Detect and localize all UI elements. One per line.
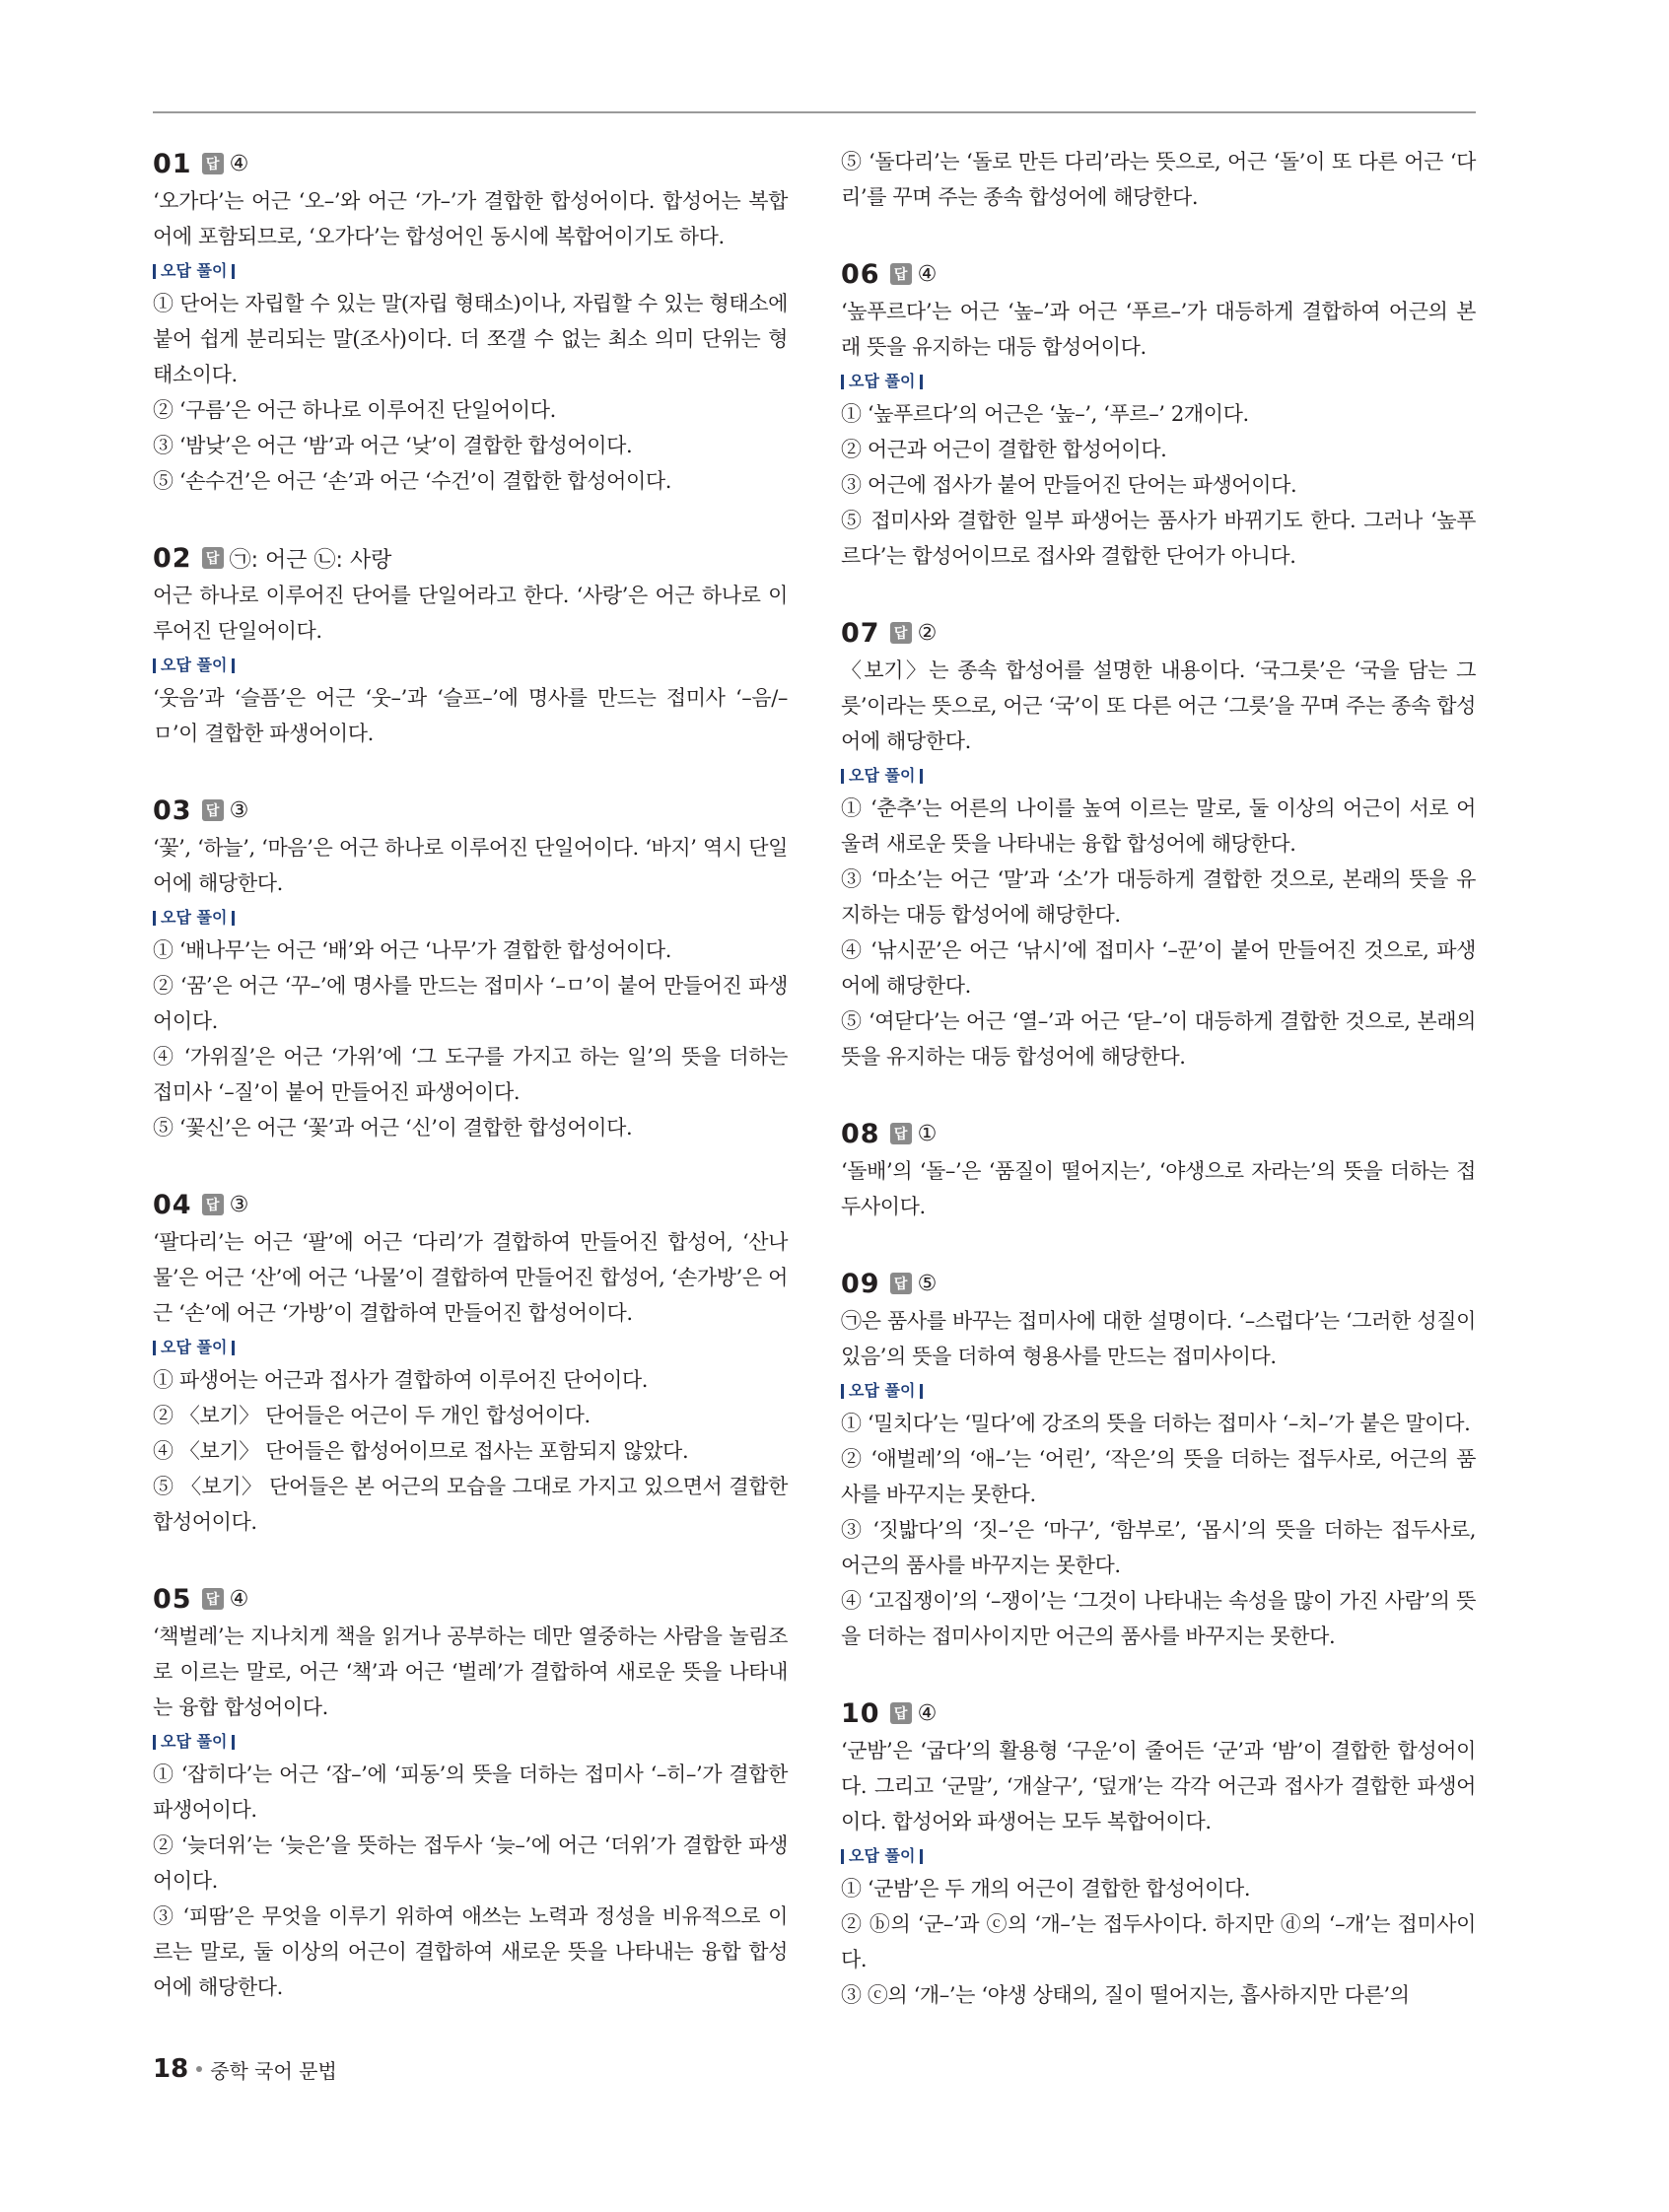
question-number: 05 xyxy=(153,1583,192,1615)
explanation-text: ‘높푸르다’는 어근 ‘높–’과 어근 ‘푸르–’가 대등하게 결합하여 어근의 본래 뜻을 유지하는 대등 합성어이다. xyxy=(841,300,1476,359)
page-footer xyxy=(153,2054,337,2084)
question-header xyxy=(153,144,788,183)
question-number: 03 xyxy=(153,795,192,826)
label-bar-left xyxy=(153,264,156,279)
question-10 xyxy=(841,1694,1476,2013)
question-number: 02 xyxy=(153,542,192,574)
question-04 xyxy=(153,1185,788,1540)
question-08 xyxy=(841,1114,1476,1224)
answer-badge: 답 xyxy=(890,1123,912,1144)
footer-dot xyxy=(196,2066,202,2072)
question-header xyxy=(153,791,788,830)
wrong-answer-label-text: 오답 풀이 xyxy=(849,372,916,390)
note-item: ① ‘잡히다’는 어근 ‘잡–’에 ‘피동’의 뜻을 더하는 접미사 ‘–히–’가 결합한 파생어이다. xyxy=(153,1763,788,1822)
explanation-text: 어근 하나로 이루어진 단어를 단일어라고 한다. ‘사랑’은 어근 하나로 이루어진 단일어이다. xyxy=(153,584,788,643)
question-02 xyxy=(153,538,788,751)
label-bar-left xyxy=(153,658,156,673)
note-item: ② ‘늦더위’는 ‘늦은’을 뜻하는 접두사 ‘늦–’에 어근 ‘더위’가 결합한 파생어이다. xyxy=(153,1833,788,1893)
explanation-text: ‘팔다리’는 어근 ‘팔’에 어근 ‘다리’가 결합하여 만들어진 합성어, ‘산나물’은 어근 ‘산’에 어근 ‘나물’이 결합하여 만들어진 합성어, ‘손가방’은 어근 ‘손’에 어근 ‘가방’이 결합하여 만들어진 합성어이다. xyxy=(153,1230,788,1325)
note-item: ① ‘밀치다’는 ‘밀다’에 강조의 뜻을 더하는 접미사 ‘–치–’가 붙은 말이다. xyxy=(841,1412,1471,1435)
question-header xyxy=(841,1264,1476,1303)
label-bar-right xyxy=(232,911,235,926)
question-header xyxy=(841,1114,1476,1153)
label-bar-right xyxy=(920,1849,923,1864)
explanation-text: ‘오가다’는 어근 ‘오–’와 어근 ‘가–’가 결합한 합성어이다. 합성어는 복합어에 포함되므로, ‘오가다’는 합성어인 동시에 복합어이기도 하다. xyxy=(153,189,788,248)
answer-value: ③ xyxy=(229,797,249,823)
question-number: 04 xyxy=(153,1189,192,1220)
label-bar-left xyxy=(153,1735,156,1750)
note-item: ③ ⓒ의 ‘개–’는 ‘야생 상태의, 질이 떨어지는, 흡사하지만 다른’의 xyxy=(841,1983,1410,2007)
label-bar-right xyxy=(920,375,923,389)
wrong-answer-label-text: 오답 풀이 xyxy=(849,766,916,785)
note-item: ① ‘춘추’는 어른의 나이를 높여 이르는 말로, 둘 이상의 어근이 서로 어울려 새로운 뜻을 나타내는 융합 합성어에 해당한다. xyxy=(841,796,1476,856)
answer-value: ① xyxy=(917,1121,938,1146)
answer-value: ④ xyxy=(229,151,249,176)
question-07 xyxy=(841,613,1476,1074)
explanation-text: 〈보기〉는 종속 합성어를 설명한 내용이다. ‘국그릇’은 ‘국을 담는 그릇’이라는 뜻으로, 어근 ‘국’이 또 다른 어근 ‘그릇’을 꾸며 주는 종속 합성어에 해당한다. xyxy=(841,658,1476,753)
answer-value: ④ xyxy=(917,261,938,287)
wrong-answer-label xyxy=(153,256,788,286)
note-item: ① ‘배나무’는 어근 ‘배’와 어근 ‘나무’가 결합한 합성어이다. xyxy=(153,938,672,962)
wrong-answer-label-text: 오답 풀이 xyxy=(849,1846,916,1865)
label-bar-left xyxy=(153,1341,156,1355)
note-item: ④ ‘낚시꾼’은 어근 ‘낚시’에 접미사 ‘–꾼’이 붙어 만들어진 것으로, 파생어에 해당한다. xyxy=(841,938,1476,998)
note-item: ② ‘구름’은 어근 하나로 이루어진 단일어이다. xyxy=(153,398,556,422)
question-header xyxy=(153,538,788,578)
question-header xyxy=(841,254,1476,294)
note-item: ⑤ 〈보기〉 단어들은 본 어근의 모습을 그대로 가지고 있으면서 결합한 합성어이다. xyxy=(153,1475,788,1534)
note-item: ① ‘높푸르다’의 어근은 ‘높–’, ‘푸르–’ 2개이다. xyxy=(841,402,1249,426)
label-bar-left xyxy=(841,769,844,784)
note-item: ③ ‘밤낮’은 어근 ‘밤’과 어근 ‘낮’이 결합한 합성어이다. xyxy=(153,434,633,457)
wrong-answer-label xyxy=(153,1727,788,1757)
note-item: ② ‘꿈’은 어근 ‘꾸–’에 명사를 만드는 접미사 ‘–ㅁ’이 붙어 만들어진 파생어이다. xyxy=(153,974,788,1033)
wrong-answer-label-text: 오답 풀이 xyxy=(849,1381,916,1400)
explanation-text: ‘돌배’의 ‘돌–’은 ‘품질이 떨어지는’, ‘야생으로 자라는’의 뜻을 더하는 접두사이다. xyxy=(841,1159,1476,1218)
question-header xyxy=(153,1185,788,1224)
question-header xyxy=(841,1694,1476,1733)
answer-badge: 답 xyxy=(202,547,224,569)
answer-value: ④ xyxy=(917,1700,938,1726)
label-bar-right xyxy=(232,658,235,673)
book-title: 중학 국어 문법 xyxy=(210,2058,337,2083)
wrong-answer-label xyxy=(153,903,788,933)
right-column xyxy=(841,144,1476,2052)
note-item: ④ ‘가위질’은 어근 ‘가위’에 ‘그 도구를 가지고 하는 일’의 뜻을 더하는 접미사 ‘–질’이 붙어 만들어진 파생어이다. xyxy=(153,1045,788,1104)
label-bar-right xyxy=(920,769,923,784)
note-item: ③ ‘짓밟다’의 ‘짓–’은 ‘마구’, ‘함부로’, ‘몹시’의 뜻을 더하는 접두사로, 어근의 품사를 바꾸지는 못한다. xyxy=(841,1518,1476,1577)
label-bar-right xyxy=(920,1384,923,1399)
answer-badge: 답 xyxy=(202,1194,224,1215)
answer-value: ⑤ xyxy=(917,1271,938,1296)
note-item: ‘웃음’과 ‘슬픔’은 어근 ‘웃–’과 ‘슬프–’에 명사를 만드는 접미사 ‘–음/–ㅁ’이 결합한 파생어이다. xyxy=(153,686,788,745)
explanation-text: ‘군밤’은 ‘굽다’의 활용형 ‘구운’이 줄어든 ‘군’과 ‘밤’이 결합한 합성어이다. 그리고 ‘군말’, ‘개살구’, ‘덮개’는 각각 어근과 접사가 결합한 파생어이다. 합성어와 파생어는 모두 복합어이다. xyxy=(841,1739,1476,1833)
answer-badge: 답 xyxy=(890,1702,912,1724)
answer-value: ② xyxy=(917,620,938,646)
note-item: ① ‘군밤’은 두 개의 어근이 결합한 합성어이다. xyxy=(841,1877,1251,1901)
note-item: ③ ‘피땀’은 무엇을 이루기 위하여 애쓰는 노력과 정성을 비유적으로 이르는 말로, 둘 이상의 어근이 결합하여 새로운 뜻을 나타내는 융합 합성어에 해당한다. xyxy=(153,1904,788,1999)
question-03 xyxy=(153,791,788,1145)
answer-badge: 답 xyxy=(890,622,912,644)
wrong-answer-label-text: 오답 풀이 xyxy=(161,908,228,927)
question-05 xyxy=(153,1579,788,2005)
note-item: ② 어근과 어근이 결합한 합성어이다. xyxy=(841,438,1167,461)
note-item: ② ⓑ의 ‘군–’과 ⓒ의 ‘개–’는 접두사이다. 하지만 ⓓ의 ‘–개’는 접미사이다. xyxy=(841,1912,1476,1971)
question-number: 07 xyxy=(841,617,880,649)
answer-badge: 답 xyxy=(202,1588,224,1610)
header-rule xyxy=(153,111,1476,113)
note-item: ⑤ ‘손수건’은 어근 ‘손’과 어근 ‘수건’이 결합한 합성어이다. xyxy=(153,469,672,493)
question-number: 08 xyxy=(841,1118,880,1149)
explanation-text: ‘꽃’, ‘하늘’, ‘마음’은 어근 하나로 이루어진 단일어이다. ‘바지’ 역시 단일어에 해당한다. xyxy=(153,836,788,895)
continuation-text: ⑤ ‘돌다리’는 ‘돌로 만든 다리’라는 뜻으로, 어근 ‘돌’이 또 다른 어근 ‘다리’를 꾸며 주는 종속 합성어에 해당한다. xyxy=(841,150,1476,209)
wrong-answer-label xyxy=(841,1841,1476,1871)
note-item: ⑤ 접미사와 결합한 일부 파생어는 품사가 바뀌기도 한다. 그러나 ‘높푸르다’는 합성어이므로 접사와 결합한 단어가 아니다. xyxy=(841,509,1476,568)
question-number: 01 xyxy=(153,148,192,179)
wrong-answer-label xyxy=(153,651,788,680)
answer-value: ③ xyxy=(229,1192,249,1217)
question-header xyxy=(153,1579,788,1619)
answer-value: ㉠: 어근 ㉡: 사랑 xyxy=(229,547,392,573)
question-01 xyxy=(153,144,788,499)
question-number: 09 xyxy=(841,1268,880,1299)
question-06 xyxy=(841,254,1476,574)
note-item: ⑤ ‘여닫다’는 어근 ‘열–’과 어근 ‘닫–’이 대등하게 결합한 것으로, 본래의 뜻을 유지하는 대등 합성어에 해당한다. xyxy=(841,1009,1476,1069)
wrong-answer-label xyxy=(841,761,1476,791)
note-item: ② 〈보기〉 단어들은 어근이 두 개인 합성어이다. xyxy=(153,1404,591,1427)
left-column xyxy=(153,144,788,2044)
note-item: ③ 어근에 접사가 붙어 만들어진 단어는 파생어이다. xyxy=(841,473,1297,497)
wrong-answer-label xyxy=(841,1376,1476,1406)
note-item: ① 단어는 자립할 수 있는 말(자립 형태소)이나, 자립할 수 있는 형태소에 붙어 쉽게 분리되는 말(조사)이다. 더 쪼갤 수 없는 최소 의미 단위는 형태소이다. xyxy=(153,292,788,386)
note-item: ② ‘애벌레’의 ‘애–’는 ‘어린’, ‘작은’의 뜻을 더하는 접두사로, 어근의 품사를 바꾸지는 못한다. xyxy=(841,1447,1476,1506)
label-bar-right xyxy=(232,1735,235,1750)
note-item: ⑤ ‘꽃신’은 어근 ‘꽃’과 어근 ‘신’이 결합한 합성어이다. xyxy=(153,1116,633,1140)
answer-badge: 답 xyxy=(202,799,224,821)
wrong-answer-label-text: 오답 풀이 xyxy=(161,1338,228,1356)
question-header xyxy=(841,613,1476,653)
wrong-answer-label-text: 오답 풀이 xyxy=(161,656,228,674)
question-09 xyxy=(841,1264,1476,1654)
answer-badge: 답 xyxy=(890,1273,912,1294)
wrong-answer-label-text: 오답 풀이 xyxy=(161,261,228,280)
label-bar-left xyxy=(841,1849,844,1864)
answer-value: ④ xyxy=(229,1586,249,1612)
note-item: ③ ‘마소’는 어근 ‘말’과 ‘소’가 대등하게 결합한 것으로, 본래의 뜻을 유지하는 대등 합성어에 해당한다. xyxy=(841,867,1476,927)
label-bar-left xyxy=(841,375,844,389)
wrong-answer-label-text: 오답 풀이 xyxy=(161,1732,228,1751)
question-number: 10 xyxy=(841,1697,880,1729)
label-bar-right xyxy=(232,1341,235,1355)
label-bar-left xyxy=(841,1384,844,1399)
page-number: 18 xyxy=(153,2054,189,2084)
question-number: 06 xyxy=(841,258,880,290)
answer-badge: 답 xyxy=(890,263,912,285)
label-bar-right xyxy=(232,264,235,279)
answer-badge: 답 xyxy=(202,153,224,174)
explanation-text: ㉠은 품사를 바꾸는 접미사에 대한 설명이다. ‘–스럽다’는 ‘그러한 성질이 있음’의 뜻을 더하여 형용사를 만드는 접미사이다. xyxy=(841,1309,1476,1368)
label-bar-left xyxy=(153,911,156,926)
note-item: ① 파생어는 어근과 접사가 결합하여 이루어진 단어이다. xyxy=(153,1368,649,1392)
note-item: ④ ‘고집쟁이’의 ‘–쟁이’는 ‘그것이 나타내는 속성을 많이 가진 사람’의 뜻을 더하는 접미사이지만 어근의 품사를 바꾸지는 못한다. xyxy=(841,1589,1476,1648)
explanation-text: ‘책벌레’는 지나치게 책을 읽거나 공부하는 데만 열중하는 사람을 놀림조로 이르는 말로, 어근 ‘책’과 어근 ‘벌레’가 결합하여 새로운 뜻을 나타내는 융합 합성어이다. xyxy=(153,1624,788,1719)
note-item: ④ 〈보기〉 단어들은 합성어이므로 접사는 포함되지 않았다. xyxy=(153,1439,689,1463)
wrong-answer-label xyxy=(153,1333,788,1362)
wrong-answer-label xyxy=(841,367,1476,396)
